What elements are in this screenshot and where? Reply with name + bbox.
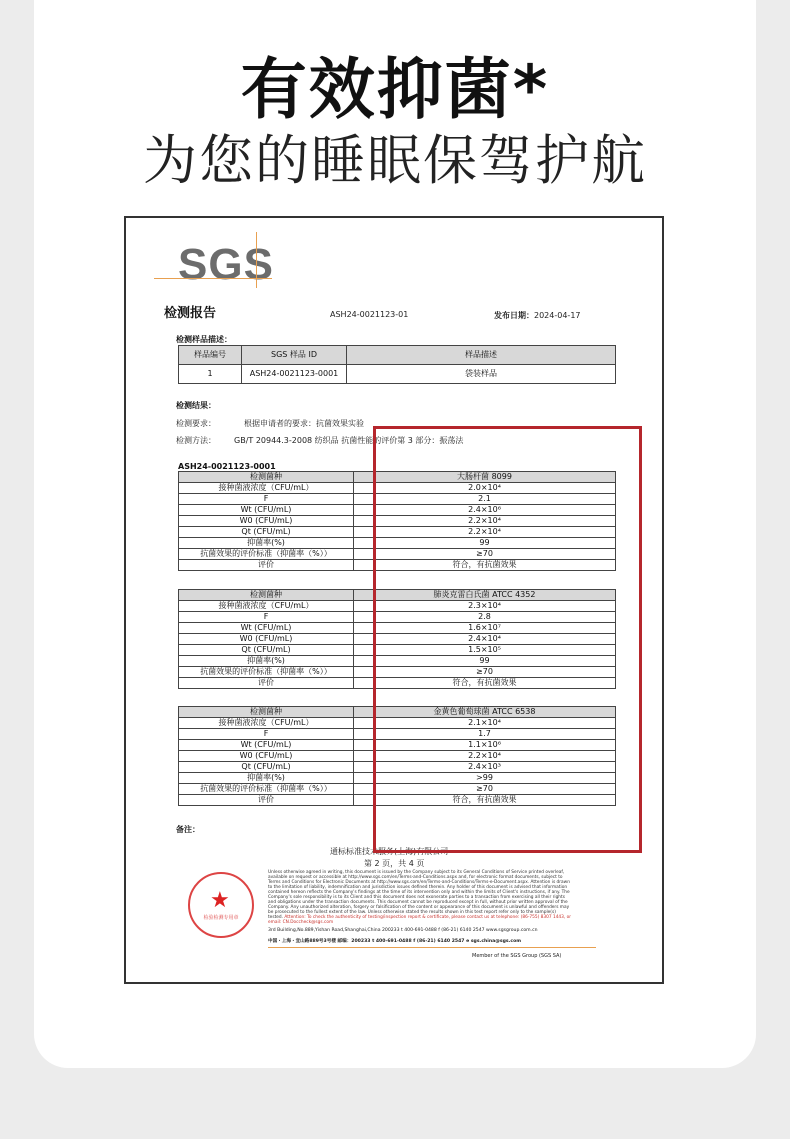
headline-subtitle: 为您的睡眠保驾护航 (143, 129, 647, 192)
row-label: Qt (CFU/mL) (179, 527, 354, 538)
row-value: 符合，有抗菌效果 (354, 795, 616, 806)
terms-attention: Attention: To check the authenticity of testing/inspection report & certificate, please contact us at telephone: (86-755) 8307 1443, or email: CN.Doccheck@sgs.com (268, 915, 572, 925)
sgs-member-line: Member of the SGS Group (SGS SA) (472, 953, 562, 959)
row-label: 接种菌液浓度（CFU/mL） (179, 601, 354, 612)
row-value: 2.2×10⁴ (354, 527, 616, 538)
row-label: 检测菌种 (179, 472, 354, 483)
row-label: W0 (CFU/mL) (179, 516, 354, 527)
row-label: Wt (CFU/mL) (179, 623, 354, 634)
report-date (494, 310, 581, 321)
sample-header-id: SGS 样品 ID (242, 346, 347, 365)
sample-cell-no: 1 (179, 365, 242, 384)
row-value: 1.1×10⁶ (354, 740, 616, 751)
address-chinese: 中国・上海・宜山路889号3号楼 邮编：200233 t 400-691-0488 f (86-21) 6140 2547 e sgs.china@sgs.com (268, 939, 522, 944)
method-label: 检测方法： (176, 436, 216, 445)
row-label: Qt (CFU/mL) (179, 645, 354, 656)
row-value: 大肠杆菌 8099 (354, 472, 616, 483)
row-value: 2.1 (354, 494, 616, 505)
row-label: 抑菌率(%) (179, 656, 354, 667)
row-label: Qt (CFU/mL) (179, 762, 354, 773)
row-value: >99 (354, 773, 616, 784)
row-value: 符合，有抗菌效果 (354, 678, 616, 689)
seal-star-icon: ★ (210, 888, 230, 913)
row-value: 2.2×10⁴ (354, 516, 616, 527)
row-value: 2.4×10³ (354, 762, 616, 773)
sample-header-no: 样品编号 (179, 346, 242, 365)
row-value: ≥70 (354, 784, 616, 795)
row-value: 1.5×10⁵ (354, 645, 616, 656)
row-label: 评价 (179, 678, 354, 689)
sample-section-label: 检测样品描述： (176, 335, 232, 344)
notes-label: 备注： (176, 825, 200, 834)
report-number: ASH24-0021123-01 (330, 310, 409, 319)
sgs-logo: SGS (178, 240, 274, 289)
company-seal (188, 872, 254, 938)
row-value: 2.3×10⁴ (354, 601, 616, 612)
sample-table (178, 345, 616, 384)
terms-fine-print (268, 870, 572, 925)
result-sample-id: ASH24-0021123-0001 (178, 462, 276, 471)
row-label: 评价 (179, 560, 354, 571)
row-label: 接种菌液浓度（CFU/mL） (179, 483, 354, 494)
row-label: 抗菌效果的评价标准（抑菌率（%）） (179, 549, 354, 560)
row-label: 检测菌种 (179, 707, 354, 718)
sample-cell-id: ASH24-0021123-0001 (242, 365, 347, 384)
row-value: ≥70 (354, 667, 616, 678)
row-label: F (179, 729, 354, 740)
row-label: 抗菌效果的评价标准（抑菌率（%）） (179, 784, 354, 795)
results-section-label: 检测结果： (176, 401, 216, 410)
row-value: 99 (354, 538, 616, 549)
page-indicator: 第 2 页，共 4 页 (364, 859, 425, 868)
row-value: 金黄色葡萄球菌 ATCC 6538 (354, 707, 616, 718)
method-value: GB/T 20944.3-2008 纺织品 抗菌性能的评价第 3 部分：振荡法 (234, 436, 464, 445)
headline-title: 有效抑菌* (240, 51, 550, 128)
row-value: 2.4×10⁶ (354, 505, 616, 516)
row-value: 99 (354, 656, 616, 667)
row-label: F (179, 494, 354, 505)
row-value: 2.0×10⁴ (354, 483, 616, 494)
row-value: 2.4×10⁴ (354, 634, 616, 645)
row-value: 1.6×10⁷ (354, 623, 616, 634)
row-label: W0 (CFU/mL) (179, 751, 354, 762)
row-label: Wt (CFU/mL) (179, 505, 354, 516)
requirement-label: 检测要求： (176, 419, 216, 428)
row-value: 1.7 (354, 729, 616, 740)
logo-line-horizontal (154, 278, 272, 279)
row-label: F (179, 612, 354, 623)
row-label: Wt (CFU/mL) (179, 740, 354, 751)
row-label: W0 (CFU/mL) (179, 634, 354, 645)
row-value: 符合，有抗菌效果 (354, 560, 616, 571)
row-value: 2.2×10⁴ (354, 751, 616, 762)
seal-text: 检验检测专用章 (203, 915, 239, 921)
row-label: 评价 (179, 795, 354, 806)
report-title: 检测报告 (164, 306, 217, 321)
row-label: 检测菌种 (179, 590, 354, 601)
address-english: 3rd Building,No.889,Yishan Road,Shanghai,China 200233 t 400-691-0488 f (86-21) 6140 2547 www.sgsgroup.com.cn (268, 928, 538, 933)
row-label: 抑菌率(%) (179, 538, 354, 549)
row-label: 抑菌率(%) (179, 773, 354, 784)
terms-text: Unless otherwise agreed in writing, this document is issued by the Company subject to its General Conditions of Service printed overleaf, available on request or accessible at http://www.sgs.com/en/Terms-and-Conditions.aspx and, for electronic format documents, subject to Terms and Conditions for Electronic Documents at http://www.sgs.com/en/Terms-and-Conditions/Terms-e-Document.aspx. Attention is drawn to the limitation of liability, indemnification and jurisdiction issues defined therein. Any holder of this document is advised that information contained hereon reflects the Company's findings at the time of its intervention only and within the limits of Client's instructions, if any. The Company's sole responsibility is to its Client and this document does not exonerate parties to a transaction from exercising all their rights and obligations under the transaction documents. This document cannot be reproduced except in full, without prior written approval of the Company. Any unauthorized alteration, forgery or falsification of the content or appearance of this document is unlawful and offenders may be prosecuted to the fullest extent of the law. Unless otherwise stated the results shown in this test report refer only to the sample(s) tested. (268, 870, 570, 920)
date-label: 发布日期： (494, 311, 534, 320)
footer-rule (268, 947, 596, 948)
row-label: 接种菌液浓度（CFU/mL） (179, 718, 354, 729)
row-value: 2.8 (354, 612, 616, 623)
row-value: ≥70 (354, 549, 616, 560)
row-value: 2.1×10⁴ (354, 718, 616, 729)
logo-line-vertical (256, 232, 257, 288)
highlight-box (373, 426, 642, 853)
sample-header-desc: 样品描述 (347, 346, 616, 365)
company-name: 通标标准技术服务(上海)有限公司 (330, 847, 449, 856)
row-label: 抗菌效果的评价标准（抑菌率（%）） (179, 667, 354, 678)
requirement-value: 根据申请者的要求：抗菌效果实验 (244, 419, 364, 428)
row-value: 肺炎克雷白氏菌 ATCC 4352 (354, 590, 616, 601)
sample-cell-desc: 袋装样品 (347, 365, 616, 384)
date-value: 2024-04-17 (534, 311, 581, 320)
